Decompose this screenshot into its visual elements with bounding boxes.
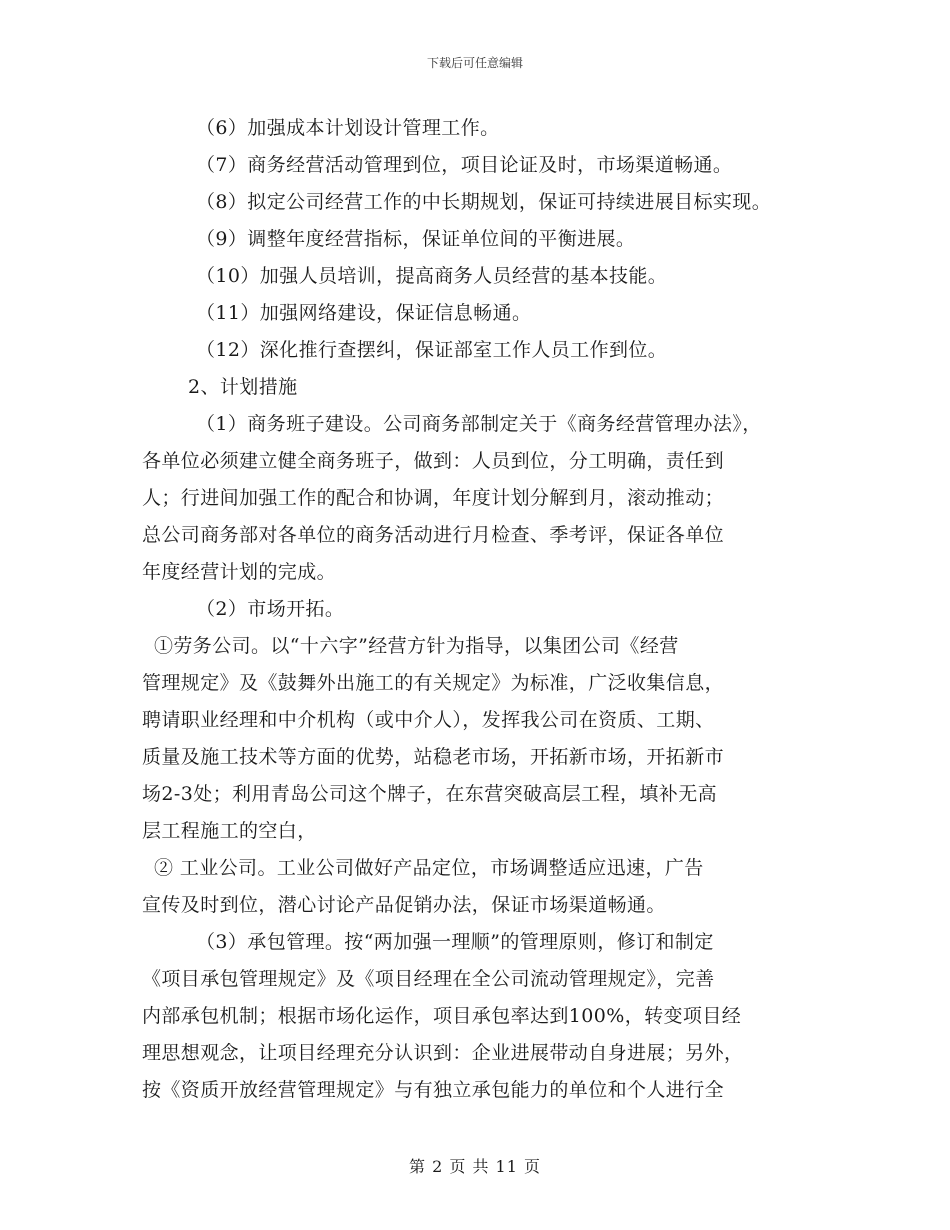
list-item: （12）深化推行查摆纠，保证部室工作人员工作到位。: [196, 339, 668, 361]
paragraph-line: （3）承包管理。按“两加强一理顺”的管理原则，修订和制定: [196, 931, 714, 953]
paragraph-line: 聘请职业经理和中介机构（或中介人），发挥我公司在资质、工期、: [142, 709, 715, 731]
paragraph-line: ② 工业公司。工业公司做好产品定位，市场调整适应迅速，广告: [154, 857, 704, 879]
paragraph-line: 年度经营计划的完成。: [142, 561, 337, 583]
paragraph-line: 场2-3处；利用青岛公司这个牌子，在东营突破高层工程，填补无高: [142, 783, 717, 805]
paragraph-line: 质量及施工技术等方面的优势，站稳老市场，开拓新市场，开拓新市: [142, 746, 725, 768]
paragraph-line: 层工程施工的空白，: [142, 820, 317, 842]
paragraph-line: 宣传及时到位，潜心讨论产品促销办法，保证市场渠道畅通。: [142, 894, 666, 916]
paragraph-line: （1）商务班子建设。公司商务部制定关于《商务经营管理办法》，: [196, 413, 762, 435]
paragraph-line: 各单位必须建立健全商务班子，做到：人员到位，分工明确，责任到: [142, 450, 725, 472]
list-item: （8）拟定公司经营工作的中长期规划，保证可持续进展目标实现。: [196, 191, 772, 213]
paragraph-line: 总公司商务部对各单位的商务活动进行月检查、季考评，保证各单位: [142, 524, 725, 546]
list-item: （11）加强网络建设，保证信息畅通。: [196, 302, 532, 324]
paragraph-line: ①劳务公司。以“十六字”经营方针为指导，以集团公司《经营: [154, 635, 679, 657]
document-body: [142, 110, 832, 1109]
list-item: （6）加强成本计划设计管理工作。: [196, 117, 500, 139]
paragraph-line: （2）市场开拓。: [196, 598, 345, 620]
paragraph-line: 内部承包机制；根据市场化运作，项目承包率达到100%，转变项目经: [142, 1005, 742, 1027]
list-item: （7）商务经营活动管理到位，项目论证及时，市场渠道畅通。: [196, 154, 733, 176]
paragraph-line: 管理规定》及《鼓舞外出施工的有关规定》为标准，广泛收集信息，: [142, 672, 725, 694]
paragraph-line: 人；行进间加强工作的配合和协调，年度计划分解到月，滚动推动；: [142, 487, 725, 509]
paragraph-line: 《项目承包管理规定》及《项目经理在全公司流动管理规定》，完善: [142, 968, 715, 990]
section-heading: 2、计划措施: [188, 376, 298, 398]
list-item: （10）加强人员培训，提高商务人员经营的基本技能。: [196, 265, 668, 287]
list-item: （9）调整年度经营指标，保证单位间的平衡进展。: [196, 228, 636, 250]
paragraph-line: 按《资质开放经营管理规定》与有独立承包能力的单位和个人进行全: [142, 1079, 725, 1101]
paragraph-line: 理思想观念，让项目经理充分认识到：企业进展带动自身进展；另外，: [142, 1042, 744, 1064]
page-number: 第 2 页 共 11 页: [409, 1157, 541, 1176]
page-header: 下载后可任意编辑: [426, 56, 523, 70]
